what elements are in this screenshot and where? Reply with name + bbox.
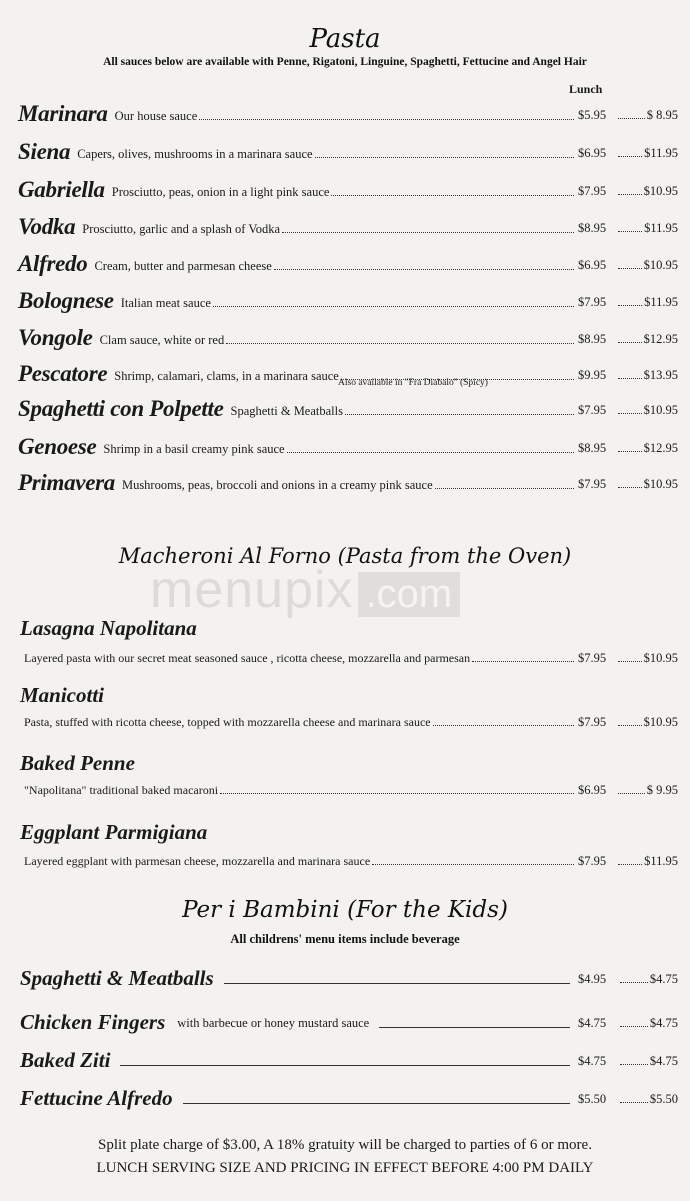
kids-item-row [20,1080,678,1110]
leader-dots [618,184,642,195]
dinner-price-cell [616,295,678,313]
leader-dots [620,1054,648,1065]
item-name: Vongole [18,325,93,350]
leader-dots [433,725,574,726]
leader-line [224,983,570,984]
watermark-text: menupix [150,561,354,619]
item-name: Chicken Fingers [20,1010,166,1034]
dinner-price: $12.95 [643,332,678,346]
leader-line [120,1065,570,1066]
dinner-price-cell [616,368,678,386]
menu-item-row [18,429,678,459]
leader-dots [315,157,574,158]
item-description: Prosciutto, garlic and a splash of Vodka [82,222,281,236]
dinner-price-cell [618,1016,678,1034]
oven-item-row [24,712,678,730]
item-description: Clam sauce, white or red [99,333,225,347]
dinner-price: $ 9.95 [646,783,678,797]
item-description: Layered eggplant with parmesan cheese, mozzarella and marinara sauce [24,854,371,868]
kids-item-row [20,960,678,990]
dinner-price: $12.95 [643,441,678,455]
leader-dots [618,854,642,865]
item-description: Prosciutto, peas, onion in a light pink sauce [111,185,330,199]
dinner-price-cell [616,783,678,798]
dinner-price-cell [618,1092,678,1110]
leader-dots [618,368,642,379]
leader-dots [282,232,574,233]
item-name: Alfredo [18,251,88,276]
item-name: Spaghetti & Meatballs [20,966,214,990]
lunch-price: $7.95 [578,184,607,198]
item-name: Primavera [18,470,115,495]
leader-dots [618,146,642,157]
dinner-price: $10.95 [643,715,678,729]
dinner-price: $10.95 [643,184,678,198]
dinner-price-cell [616,441,678,459]
oven-item-row [24,648,678,666]
lunch-price: $7.95 [578,651,607,665]
leader-dots [620,1092,648,1103]
leader-dots [226,343,574,344]
item-name: Gabriella [18,177,105,202]
lunch-price: $6.95 [578,146,607,160]
leader-dots [618,403,642,414]
watermark [150,560,540,620]
dinner-price-cell [616,108,678,126]
menu-item-row [18,134,678,164]
lunch-price: $4.75 [578,1054,607,1068]
dinner-price: $11.95 [644,146,678,160]
leader-dots [618,295,642,306]
leader-dots [345,414,574,415]
item-description: Our house sauce [114,109,198,123]
lunch-price: $8.95 [578,441,607,455]
kids-item-row [20,1004,678,1034]
item-name: Baked Ziti [20,1048,111,1072]
menu-item-row [18,96,678,126]
menu-item-row [18,209,678,239]
leader-dots [618,108,645,119]
item-description: "Napolitana" traditional baked macaroni [24,783,219,797]
leader-dots [618,715,642,726]
lunch-price: $8.95 [578,221,607,235]
item-name: Spaghetti con Polpette [18,396,224,421]
dinner-price: $11.95 [644,854,678,868]
dinner-price-cell [616,715,678,730]
dinner-price: $4.75 [649,1016,678,1030]
kids-note: All childrens' menu items include beverage [230,932,460,946]
dinner-price-cell [616,854,678,869]
leader-dots [618,477,642,488]
pasta-title: Pasta [309,24,381,54]
lunch-price: $4.75 [578,1016,607,1030]
dinner-price: $4.75 [649,972,678,986]
dinner-price-cell [616,146,678,164]
item-description: Pasta, stuffed with ricotta cheese, topped with mozzarella cheese and marinara sauce [24,715,431,729]
leader-dots [472,661,574,662]
leader-dots [618,258,642,269]
dinner-price: $13.95 [643,368,678,382]
item-description: Layered pasta with our secret meat seasoned sauce , ricotta cheese, mozzarella and parmesan [24,651,471,665]
leader-dots [213,306,574,307]
menu-item-row [18,283,678,313]
pescatore-note: Also available in "Fra Diabalo" (Spicy) [338,378,488,388]
leader-dots [274,269,574,270]
footer-charge-note: Split plate charge of $3.00, A 18% gratuity will be charged to parties of 6 or more. [98,1137,592,1153]
dinner-price-cell [618,972,678,990]
dinner-price-cell [616,258,678,276]
lunch-price: $7.95 [578,403,607,417]
dinner-price-cell [616,184,678,202]
leader-dots [618,221,642,232]
item-name: Siena [18,139,71,164]
leader-dots [620,1016,648,1027]
item-description: Shrimp in a basil creamy pink sauce [103,442,285,456]
leader-line [183,1103,570,1104]
kids-item-row [20,1042,678,1072]
oven-item-row [24,780,678,798]
dinner-price-cell [616,477,678,495]
menu-item-row [18,465,678,495]
leader-dots [618,651,642,662]
dinner-price-cell [616,332,678,350]
dinner-price: $ 8.95 [646,108,678,122]
menu-item-row [18,246,678,276]
dinner-price-cell [618,1054,678,1072]
lunch-price: $7.95 [578,715,607,729]
leader-dots [331,195,574,196]
lunch-price: $7.95 [578,295,607,309]
lunch-price: $6.95 [578,783,607,797]
item-description: Mushrooms, peas, broccoli and onions in a creamy pink sauce [121,478,433,492]
menu-item-row [18,320,678,350]
pasta-note: All sauces below are available with Penne, Rigatoni, Linguine, Spaghetti, Fettucine and Angel Hair [103,56,587,68]
leader-dots [618,783,645,794]
lunch-price: $6.95 [578,258,607,272]
oven-item-name: Baked Penne [20,751,135,775]
oven-item-name: Eggplant Parmigiana [20,820,208,844]
item-name: Vodka [18,214,76,239]
footer-lunch-note: LUNCH SERVING SIZE AND PRICING IN EFFECT BEFORE 4:00 PM DAILY [96,1160,594,1176]
item-description: Spaghetti & Meatballs [230,404,343,418]
menu-item-row [18,391,678,421]
lunch-price: $5.95 [578,108,607,122]
menu-item-row [18,172,678,202]
lunch-price: $7.95 [578,854,607,868]
item-description: with barbecue or honey mustard sauce [177,1016,370,1030]
item-description: Shrimp, calamari, clams, in a marinara sauce [114,369,339,383]
lunch-price: $4.95 [578,972,607,986]
kids-title: Per i Bambini (For the Kids) [182,897,508,923]
dinner-price-cell [616,651,678,666]
leader-dots [618,441,642,452]
leader-line [379,1027,570,1028]
dinner-price: $4.75 [649,1054,678,1068]
dinner-price-cell [616,403,678,421]
lunch-price: $9.95 [578,368,607,382]
dinner-price: $10.95 [643,477,678,491]
oven-title: Macheroni Al Forno (Pasta from the Oven) [118,544,572,568]
item-description: Cream, butter and parmesan cheese [94,259,272,273]
item-description: Capers, olives, mushrooms in a marinara sauce [77,147,313,161]
oven-item-name: Lasagna Napolitana [20,616,197,640]
item-name: Genoese [18,434,97,459]
item-name: Bolognese [18,288,114,313]
oven-item-row [24,851,678,869]
dinner-price: $11.95 [644,221,678,235]
oven-item-name: Manicotti [20,683,105,707]
leader-dots [199,119,574,120]
item-description: Italian meat sauce [120,296,211,310]
dinner-price: $10.95 [643,258,678,272]
item-name: Fettucine Alfredo [20,1086,173,1110]
item-name: Marinara [18,101,108,126]
lunch-price: $5.50 [578,1092,607,1106]
dinner-price: $10.95 [643,651,678,665]
leader-dots [620,972,648,983]
leader-dots [372,864,574,865]
lunch-column-header: Lunch [569,82,603,96]
dinner-price: $11.95 [644,295,678,309]
leader-dots [618,332,642,343]
dinner-price-cell [616,221,678,239]
leader-dots [287,452,574,453]
lunch-price: $7.95 [578,477,607,491]
dinner-price: $5.50 [649,1092,678,1106]
item-name: Pescatore [18,361,108,386]
leader-dots [435,488,574,489]
lunch-price: $8.95 [578,332,607,346]
leader-dots [220,793,574,794]
watermark-suffix: .com [358,572,461,617]
dinner-price: $10.95 [643,403,678,417]
